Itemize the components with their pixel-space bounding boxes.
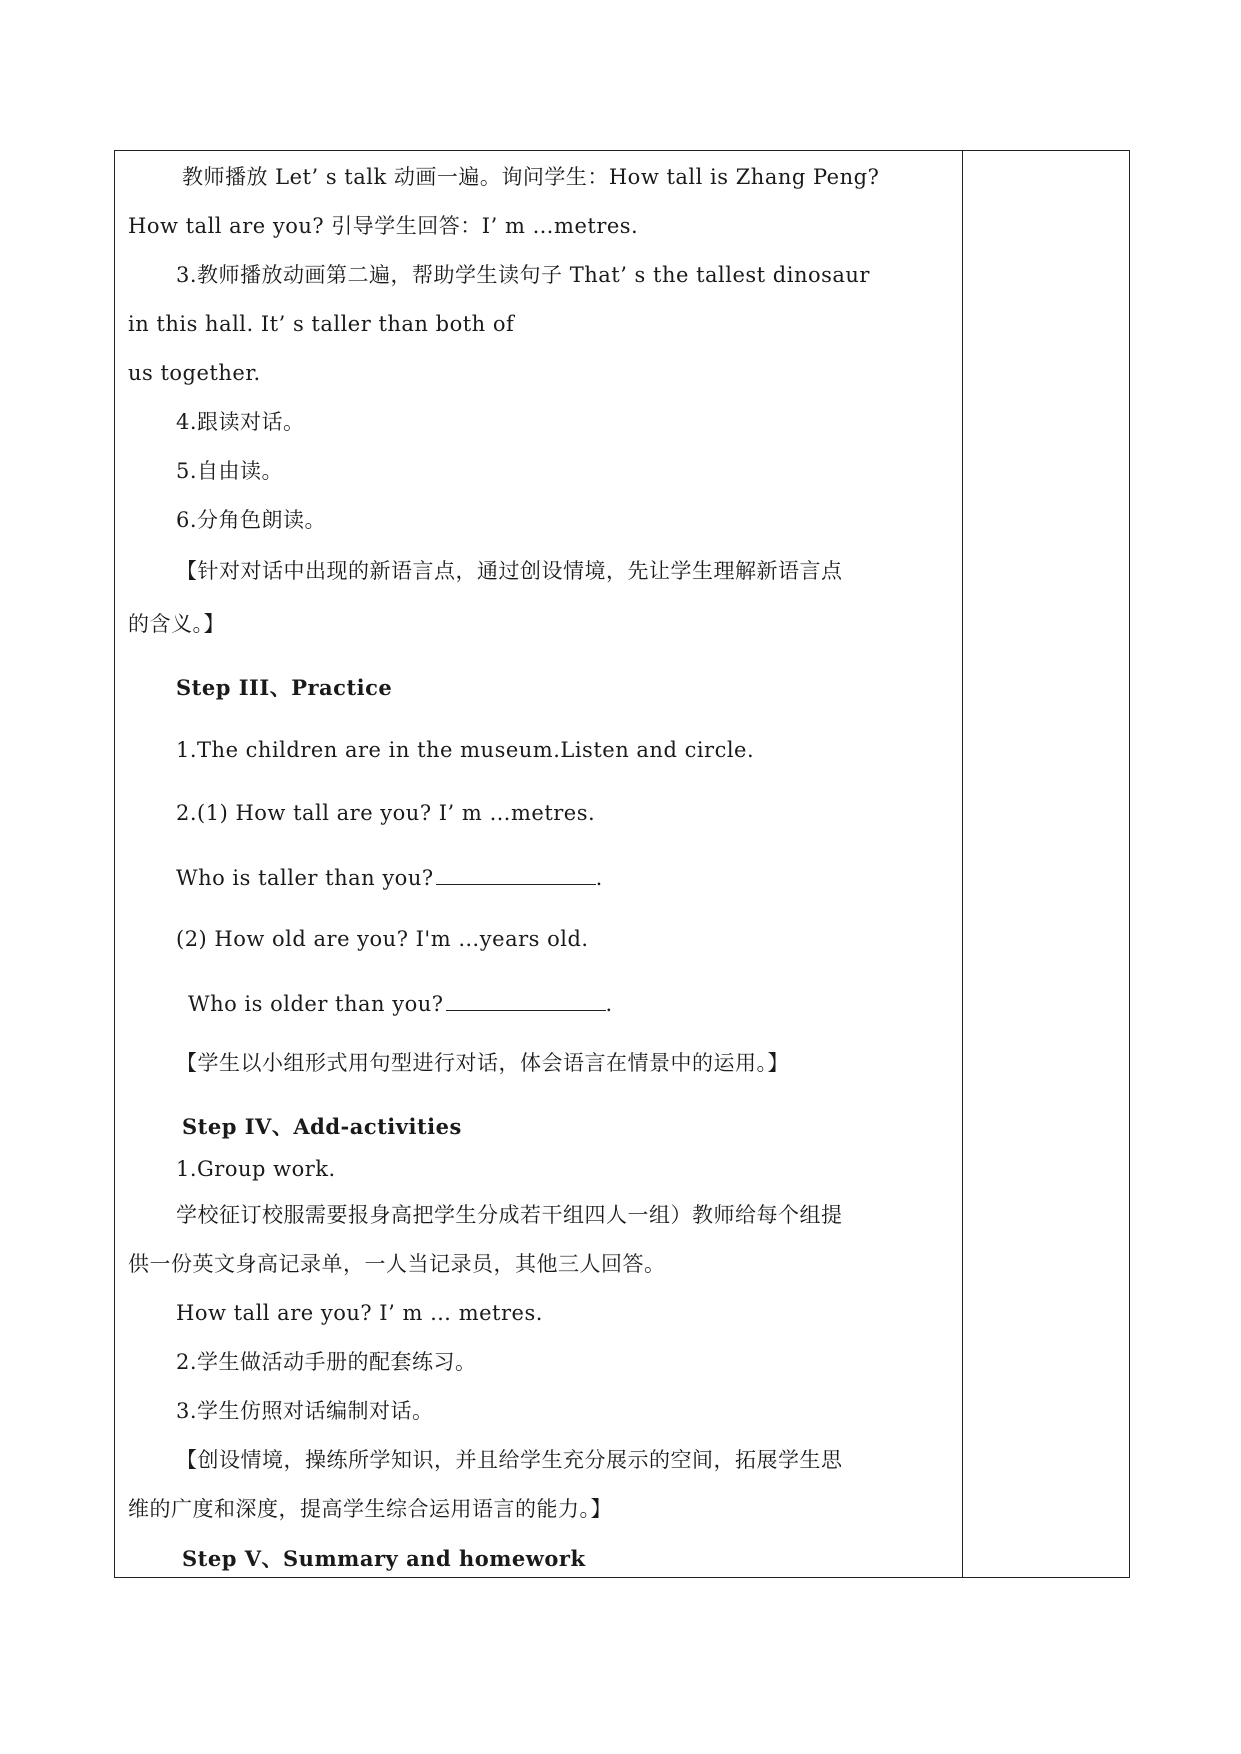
text-line: 6.分角色朗读。	[176, 508, 327, 532]
column-divider	[962, 150, 963, 1578]
annotation-text: 【学生以小组形式用句型进行对话，体会语言在情景中的运用。】	[176, 1051, 789, 1075]
text-line: 3.教师播放动画第二遍，帮助学生读句子 That’ s the tallest dinosaur	[176, 263, 870, 287]
text-line: How tall are you? I’ m … metres.	[176, 1301, 543, 1325]
period-mark: .	[595, 866, 603, 890]
text-line: 5.自由读。	[176, 459, 284, 483]
annotation-text: 的含义。】	[128, 612, 225, 636]
text-line: 学校征订校服需要报身高把学生分成若干组四人一组）教师给每个组提	[176, 1203, 843, 1227]
period-mark: .	[605, 992, 613, 1016]
answer-blank	[436, 866, 596, 885]
notes-column-cell	[964, 152, 1128, 1576]
text-line: us together.	[128, 361, 261, 385]
answer-blank	[446, 992, 606, 1011]
step-heading: Step IV、Add-activities	[182, 1114, 462, 1139]
text-line: 供一份英文身高记录单，一人当记录员，其他三人回答。	[128, 1252, 666, 1276]
text-line: in this hall. It’ s taller than both of	[128, 312, 515, 336]
text-line: How tall are you? 引导学生回答：I’ m …metres.	[128, 214, 639, 238]
annotation-text: 维的广度和深度，提高学生综合运用语言的能力。】	[128, 1497, 612, 1521]
lesson-content-cell	[116, 150, 962, 1576]
fill-in-line	[176, 866, 603, 889]
step-heading: Step V、Summary and homework	[182, 1546, 586, 1571]
text-line: 4.跟读对话。	[176, 410, 305, 434]
text-line: 2.(1) How tall are you? I’ m …metres.	[176, 801, 596, 825]
annotation-text: 【针对对话中出现的新语言点，通过创设情境，先让学生理解新语言点	[176, 559, 843, 583]
text-line: 教师播放 Let’ s talk 动画一遍。询问学生：How tall is Zhang Peng?	[182, 165, 880, 189]
text-line: 1.Group work.	[176, 1157, 336, 1181]
text-line: 1.The children are in the museum.Listen and circle.	[176, 738, 755, 762]
question-text: Who is taller than you?	[176, 866, 434, 890]
fill-in-line	[188, 992, 613, 1015]
step-heading: Step III、Practice	[176, 675, 393, 700]
text-line: 2.学生做活动手册的配套练习。	[176, 1350, 477, 1374]
text-line: 3.学生仿照对话编制对话。	[176, 1399, 434, 1423]
text-line: (2) How old are you? I'm …years old.	[176, 927, 589, 951]
annotation-text: 【创设情境，操练所学知识，并且给学生充分展示的空间，拓展学生思	[176, 1448, 843, 1472]
question-text: Who is older than you?	[188, 992, 444, 1016]
